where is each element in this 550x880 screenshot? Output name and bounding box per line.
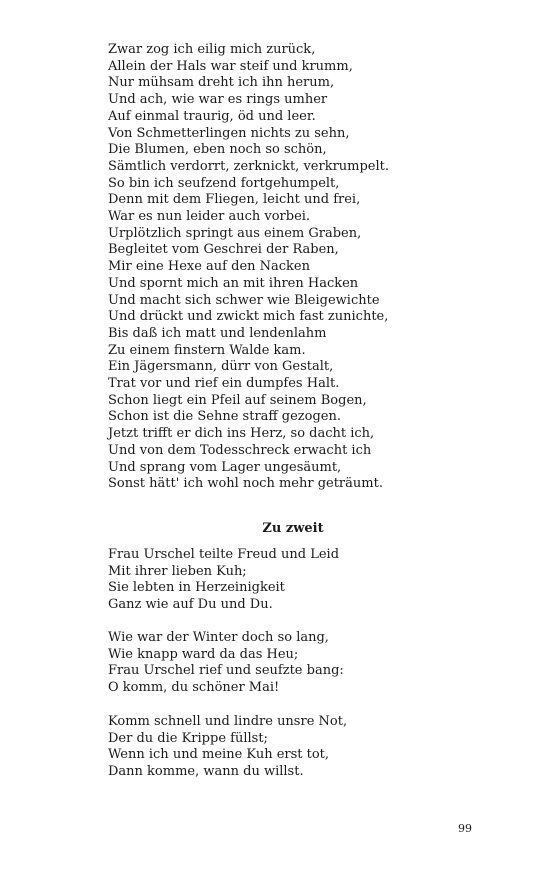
verse-line: Begleitet vom Geschrei der Raben, <box>108 242 339 258</box>
verse-line: Nur mühsam dreht ich ihn herum, <box>108 75 335 91</box>
verse-line: Schon liegt ein Pfeil auf seinem Bogen, <box>108 392 367 408</box>
verse-line: Von Schmetterlingen nichts zu sehn, <box>108 125 350 141</box>
verse-line: Ganz wie auf Du und Du. <box>108 597 273 613</box>
verse-line: Urplötzlich springt aus einem Graben, <box>108 225 362 241</box>
verse-line: Denn mit dem Fliegen, leicht und frei, <box>108 192 361 208</box>
verse-line: Die Blumen, eben noch so schön, <box>108 142 327 158</box>
verse-line: Frau Urschel rief und seufzte bang: <box>108 663 344 679</box>
verse-line: So bin ich seufzend fortgehumpelt, <box>108 175 340 191</box>
poem-stanza <box>108 630 508 697</box>
verse-line: Und drückt und zwickt mich fast zunichte, <box>108 309 389 325</box>
verse-line: Zu einem finstern Walde kam. <box>108 342 306 358</box>
verse-line: Sämtlich verdorrt, zerknickt, verkrumpelt. <box>108 158 390 174</box>
verse-line: Allein der Hals war steif und krumm, <box>108 58 353 74</box>
verse-line: Mir eine Hexe auf den Nacken <box>108 259 310 275</box>
poem-stanza <box>108 714 508 781</box>
verse-line: Wenn ich und meine Kuh erst tot, <box>108 747 330 763</box>
verse-line: Sie lebten in Herzeinigkeit <box>108 580 285 596</box>
verse-line: Und spornt mich an mit ihren Hacken <box>108 275 359 291</box>
verse-line: War es nun leider auch vorbei. <box>108 209 311 225</box>
verse-line: Und von dem Todesschreck erwacht ich <box>108 442 372 458</box>
verse-line: Der du die Krippe füllst; <box>108 730 268 746</box>
verse-line: Jetzt trifft er dich ins Herz, so dacht ich, <box>108 426 375 442</box>
verse-line: Bis daß ich matt und lendenlahm <box>108 325 327 341</box>
verse-line: Schon ist die Sehne straff gezogen. <box>108 409 341 425</box>
verse-line: Und ach, wie war es rings umher <box>108 92 328 108</box>
verse-line: Wie knapp ward da das Heu; <box>108 646 299 662</box>
verse-line: Und macht sich schwer wie Bleigewichte <box>108 292 380 308</box>
verse-line: Frau Urschel teilte Freud und Leid <box>108 547 340 562</box>
poem-stanza <box>108 547 508 614</box>
verse-line: Und sprang vom Lager ungesäumt, <box>108 459 342 475</box>
verse-line: Trat vor und rief ein dumpfes Halt. <box>108 376 340 392</box>
verse-line: Mit ihrer lieben Kuh; <box>108 563 247 579</box>
verse-line: Ein Jägersmann, dürr von Gestalt, <box>108 359 334 375</box>
verse-line: Dann komme, wann du willst. <box>108 764 304 780</box>
poem-title: Zu zweit <box>262 521 324 536</box>
verse-line: Komm schnell und lindre unsre Not, <box>108 714 348 729</box>
verse-line: O komm, du schöner Mai! <box>108 680 280 696</box>
verse-line: Sonst hätt' ich wohl noch mehr geträumt. <box>108 476 383 492</box>
poem-continuation-stanza <box>108 42 508 493</box>
verse-line: Wie war der Winter doch so lang, <box>108 630 329 645</box>
page-number: 99 <box>458 822 472 835</box>
verse-line: Zwar zog ich eilig mich zurück, <box>108 42 316 57</box>
verse-line: Auf einmal traurig, öd und leer. <box>108 108 316 124</box>
